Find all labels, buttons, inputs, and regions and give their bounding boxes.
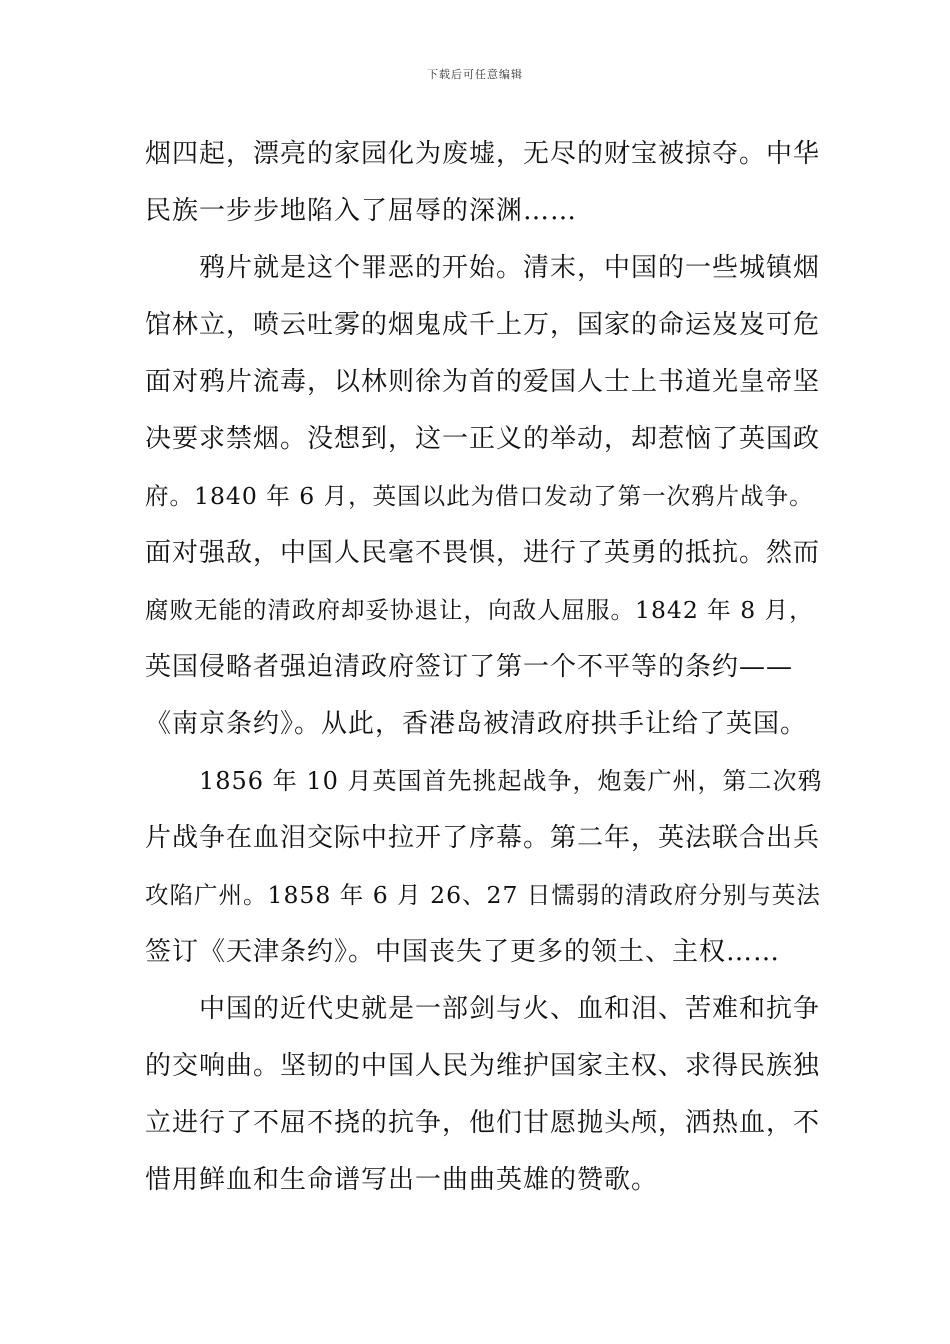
text-line: 馆林立，喷云吐雾的烟鬼成千上万，国家的命运岌岌可危 (145, 310, 821, 340)
text-line: 鸦片就是这个罪恶的开始。清末，中国的一些城镇烟 (199, 253, 821, 283)
text-line: 立进行了不屈不挠的抗争，他们甘愿抛头颅，洒热血，不 (145, 1108, 821, 1138)
text-line: 惜用鲜血和生命谱写出一曲曲英雄的赞歌。 (145, 1165, 659, 1195)
text-line: 英国侵略者强迫清政府签订了第一个不平等的条约—— (145, 652, 794, 682)
text-line: 腐败无能的清政府却妥协退让，向敌人屈服。1842 年 8 月， (145, 596, 814, 624)
text-line: 府。1840 年 6 月，英国以此为借口发动了第一次鸦片战争。 (145, 482, 814, 510)
text-line: 的交响曲。坚韧的中国人民为维护国家主权、求得民族独 (145, 1051, 821, 1081)
text-line: 签订《天津条约》。中国丧失了更多的领土、主权…… (145, 937, 781, 967)
text-line: 面对鸦片流毒，以林则徐为首的爱国人士上书道光皇帝坚 (145, 367, 821, 397)
text-line: 《南京条约》。从此，香港岛被清政府拱手让给了英国。 (145, 709, 808, 739)
page-header: 下载后可任意编辑 (427, 68, 523, 81)
text-line: 1856 年 10 月英国首先挑起战争，炮轰广州，第二次鸦 (199, 767, 823, 795)
text-line: 决要求禁烟。没想到，这一正义的举动，却惹恼了英国政 (145, 424, 821, 454)
document-body (145, 126, 825, 1209)
text-line: 面对强敌，中国人民毫不畏惧，进行了英勇的抵抗。然而 (145, 538, 821, 568)
text-line: 民族一步步地陷入了屈辱的深渊…… (145, 196, 578, 226)
text-line: 中国的近代史就是一部剑与火、血和泪、苦难和抗争 (199, 994, 821, 1024)
text-line: 片战争在血泪交际中拉开了序幕。第二年，英法联合出兵 (145, 823, 821, 853)
text-line: 烟四起，漂亮的家园化为废墟，无尽的财宝被掠夺。中华 (145, 139, 821, 169)
text-line: 攻陷广州。1858 年 6 月 26、27 日懦弱的清政府分别与英法 (145, 881, 821, 909)
